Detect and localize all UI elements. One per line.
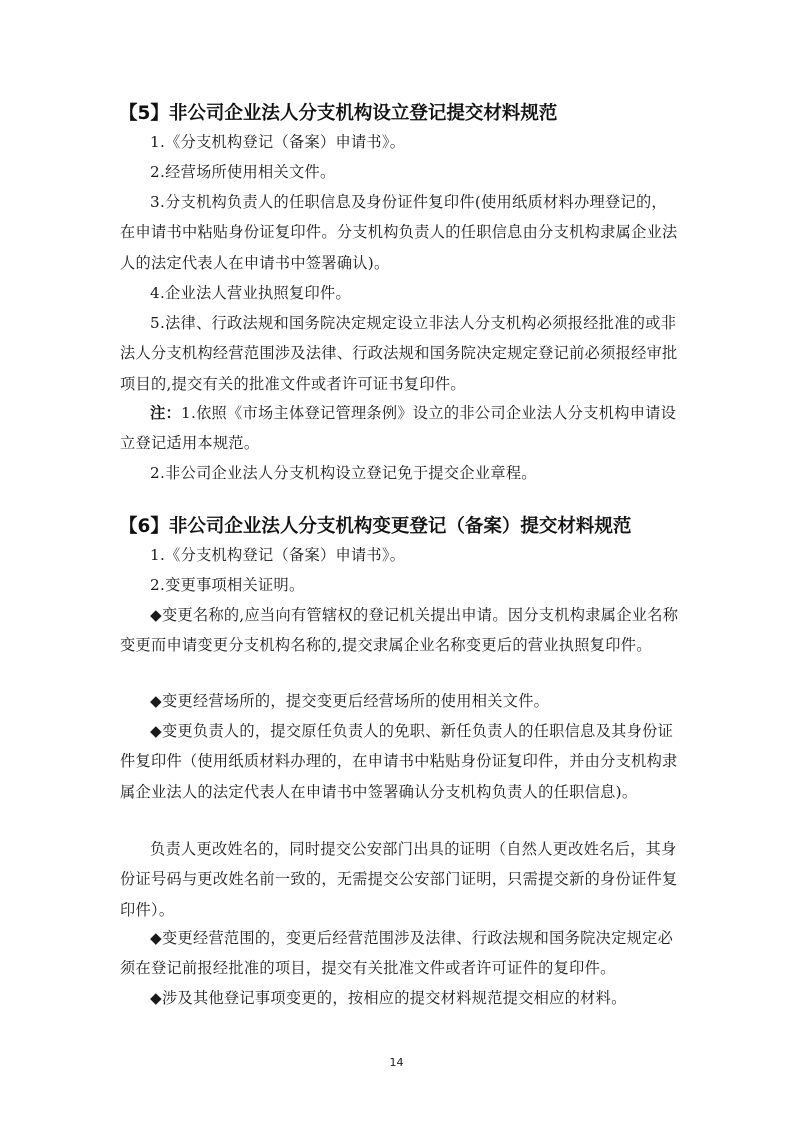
section-6-item-1: 1.《分支机构登记（备案）申请书》。	[150, 546, 406, 564]
section-6-item-scope-change: ◆变更经营范围的，变更后经营范围涉及法律、行政法规和国务院决定规定必须在登记前报经批准的项目，提交有关批准文件或者许可证件的复印件。	[120, 929, 674, 978]
section-6-item-head-change: ◆变更负责人的，提交原任负责人的免职、新任负责人的任职信息及其身份证件复印件（使用纸质材料办理的，在申请书中粘贴身份证复印件，并由分支机构隶属企业法人的法定代表人在申请书中签署确认分支机构负责人的任职信息)。	[120, 722, 678, 801]
page-number: 14	[389, 1056, 404, 1069]
section-5-item-2: 2.经营场所使用相关文件。	[150, 163, 336, 181]
section-5-note-1	[120, 398, 680, 459]
note-1-text: 1.依照《市场主体登记管理条例》设立的非公司企业法人分支机构申请设立登记适用本规范。	[120, 404, 677, 453]
section-5-item-3: 3.分支机构负责人的任职信息及身份证件复印件(使用纸质材料办理登记的，在申请书中粘贴身份证复印件。分支机构负责人的任职信息由分支机构隶属企业法人的法定代表人在申请书中签署确认)。	[120, 193, 678, 272]
section-5-item-1: 1.《分支机构登记（备案）申请书》。	[150, 133, 406, 151]
section-5-item-5: 5.法律、行政法规和国务院决定规定设立非法人分支机构必须报经批准的或非法人分支机构经营范围涉及法律、行政法规和国务院决定规定登记前必须报经审批项目的,提交有关的批准文件或者许可证书复印件。	[120, 314, 678, 393]
section-6-item-name-change: ◆变更名称的,应当向有管辖权的登记机关提出申请。因分支机构隶属企业名称变更而申请变更分支机构名称的,提交隶属企业名称变更后的营业执照复印件。	[120, 606, 679, 655]
section-5-heading: 【5】非公司企业法人分支机构设立登记提交材料规范	[119, 103, 558, 124]
section-6-item-other-change: ◆涉及其他登记事项变更的，按相应的提交材料规范提交相应的材料。	[150, 989, 627, 1007]
section-5-item-4: 4.企业法人营业执照复印件。	[150, 284, 351, 302]
section-6-item-premises-change: ◆变更经营场所的，提交变更后经营场所的使用相关文件。	[150, 692, 550, 710]
note-label: 注：	[150, 404, 181, 422]
section-6-item-2: 2.变更事项相关证明。	[150, 576, 305, 594]
section-5-note-2: 2.非公司企业法人分支机构设立登记免于提交企业章程。	[150, 464, 537, 482]
section-6-item-rename: 负责人更改姓名的，同时提交公安部门出具的证明（自然人更改姓名后，其身份证号码与更改姓名前一致的，无需提交公安部门证明，只需提交新的身份证件复印件）。	[120, 840, 678, 919]
section-6-heading: 【6】非公司企业法人分支机构变更登记（备案）提交材料规范	[119, 516, 632, 537]
